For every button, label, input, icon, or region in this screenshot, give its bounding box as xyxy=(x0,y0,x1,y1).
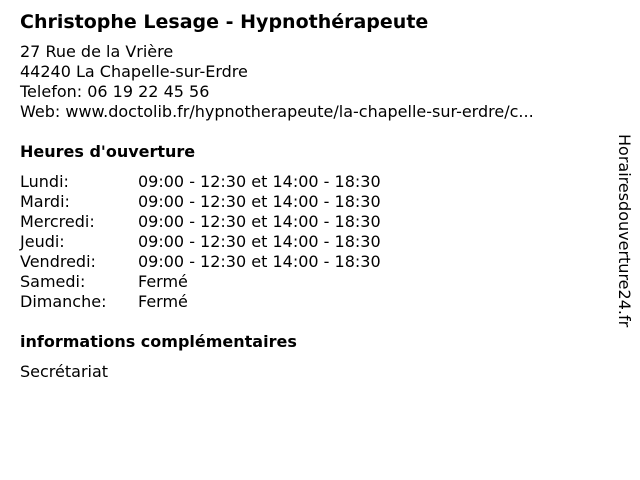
day-hours: 09:00 - 12:30 et 14:00 - 18:30 xyxy=(138,212,381,231)
day-hours: Fermé xyxy=(138,272,188,291)
day-hours: Fermé xyxy=(138,292,188,311)
day-label: Mercredi: xyxy=(20,212,95,231)
hours-row-saturday xyxy=(20,272,595,292)
opening-hours-table xyxy=(20,172,595,312)
day-label: Vendredi: xyxy=(20,252,96,271)
day-label: Samedi: xyxy=(20,272,86,291)
day-label: Jeudi: xyxy=(20,232,65,251)
day-label: Mardi: xyxy=(20,192,70,211)
hours-row-friday xyxy=(20,252,595,272)
day-hours: 09:00 - 12:30 et 14:00 - 18:30 xyxy=(138,192,381,211)
additional-info-heading: informations complémentaires xyxy=(20,332,297,351)
hours-row-wednesday xyxy=(20,212,595,232)
day-hours: 09:00 - 12:30 et 14:00 - 18:30 xyxy=(138,172,381,191)
site-watermark: Horairesdouverture24.fr xyxy=(615,134,634,328)
day-hours: 09:00 - 12:30 et 14:00 - 18:30 xyxy=(138,232,381,251)
business-name: Christophe Lesage - Hypnothérapeute xyxy=(20,11,429,33)
website-url: Web: www.doctolib.fr/hypnotherapeute/la-chapelle-sur-erdre/c... xyxy=(20,102,534,121)
hours-row-thursday xyxy=(20,232,595,252)
phone-number: Telefon: 06 19 22 45 56 xyxy=(20,82,210,101)
business-card xyxy=(20,10,595,382)
additional-info-item: Secrétariat xyxy=(20,362,109,381)
address-street: 27 Rue de la Vrière xyxy=(20,42,174,61)
hours-row-sunday xyxy=(20,292,595,312)
hours-row-monday xyxy=(20,172,595,192)
day-hours: 09:00 - 12:30 et 14:00 - 18:30 xyxy=(138,252,381,271)
hours-row-tuesday xyxy=(20,192,595,212)
day-label: Dimanche: xyxy=(20,292,107,311)
address-city: 44240 La Chapelle-sur-Erdre xyxy=(20,62,248,81)
opening-hours-heading: Heures d'ouverture xyxy=(20,142,196,161)
day-label: Lundi: xyxy=(20,172,69,191)
